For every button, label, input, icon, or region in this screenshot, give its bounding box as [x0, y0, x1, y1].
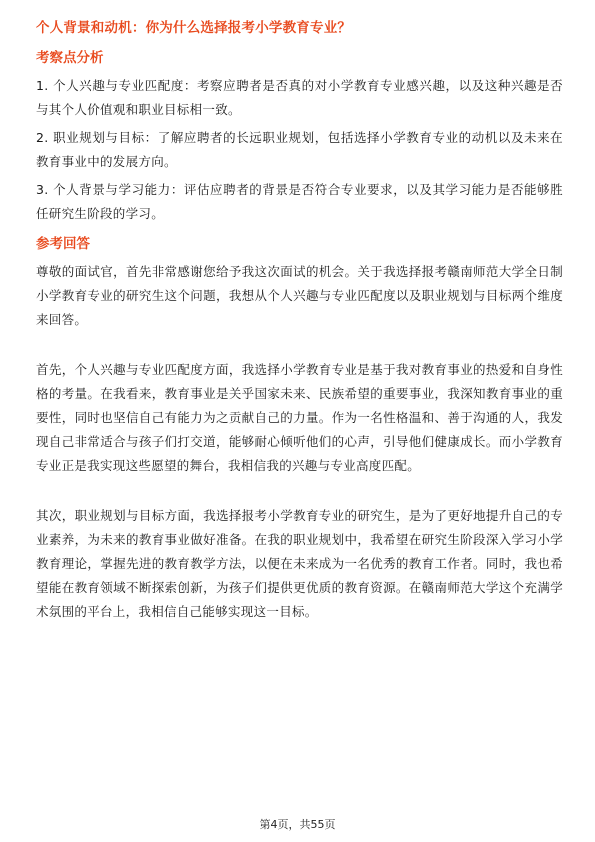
analysis-item: 2. 职业规划与目标：了解应聘者的长远职业规划，包括选择小学教育专业的动机以及未来在教育事业中的发展方向。: [36, 130, 563, 169]
page-content: [36, 18, 563, 650]
answer-section: [36, 234, 563, 624]
analysis-item: 1. 个人兴趣与专业匹配度：考察应聘者是否真的对小学教育专业感兴趣，以及这种兴趣是否与其个人价值观和职业目标相一致。: [36, 78, 563, 117]
analysis-item: 3. 个人背景与学习能力：评估应聘者的背景是否符合专业要求，以及其学习能力是否能够胜任研究生阶段的学习。: [36, 182, 563, 221]
answer-heading: 参考回答: [36, 236, 90, 252]
analysis-heading: 考察点分析: [36, 50, 104, 66]
analysis-section: [36, 48, 563, 226]
answer-paragraph: 尊敬的面试官，首先非常感谢您给予我这次面试的机会。关于我选择报考赣南师范大学全日制小学教育专业的研究生这个问题，我想从个人兴趣与专业匹配度以及职业规划与目标两个维度来回答。: [36, 264, 563, 327]
analysis-list: [36, 74, 563, 226]
answer-paragraph: 其次，职业规划与目标方面，我选择报考小学教育专业的研究生，是为了更好地提升自己的专业素养，为未来的教育事业做好准备。在我的职业规划中，我希望在研究生阶段深入学习小学教育理论，掌握先进的教育教学方法，以便在未来成为一名优秀的教育工作者。同时，我也希望能在教育领域不断探索创新，为孩子们提供更优质的教育资源。在赣南师范大学这个充满学术氛围的平台上，我相信自己能够实现这一目标。: [36, 508, 563, 619]
answer-paragraph: 首先，个人兴趣与专业匹配度方面，我选择小学教育专业是基于我对教育事业的热爱和自身性格的考量。在我看来，教育事业是关乎国家未来、民族希望的重要事业，我深知教育事业的重要性，同时也坚信自己有能力为之贡献自己的力量。作为一名性格温和、善于沟通的人，我发现自己非常适合与孩子们打交道，能够耐心倾听他们的心声，引导他们健康成长。而小学教育专业正是我实现这些愿望的舞台，我相信我的兴趣与专业高度匹配。: [36, 362, 563, 473]
page-number: 第4页，共55页: [259, 818, 336, 831]
question-title: 个人背景和动机：你为什么选择报考小学教育专业？: [36, 20, 352, 36]
